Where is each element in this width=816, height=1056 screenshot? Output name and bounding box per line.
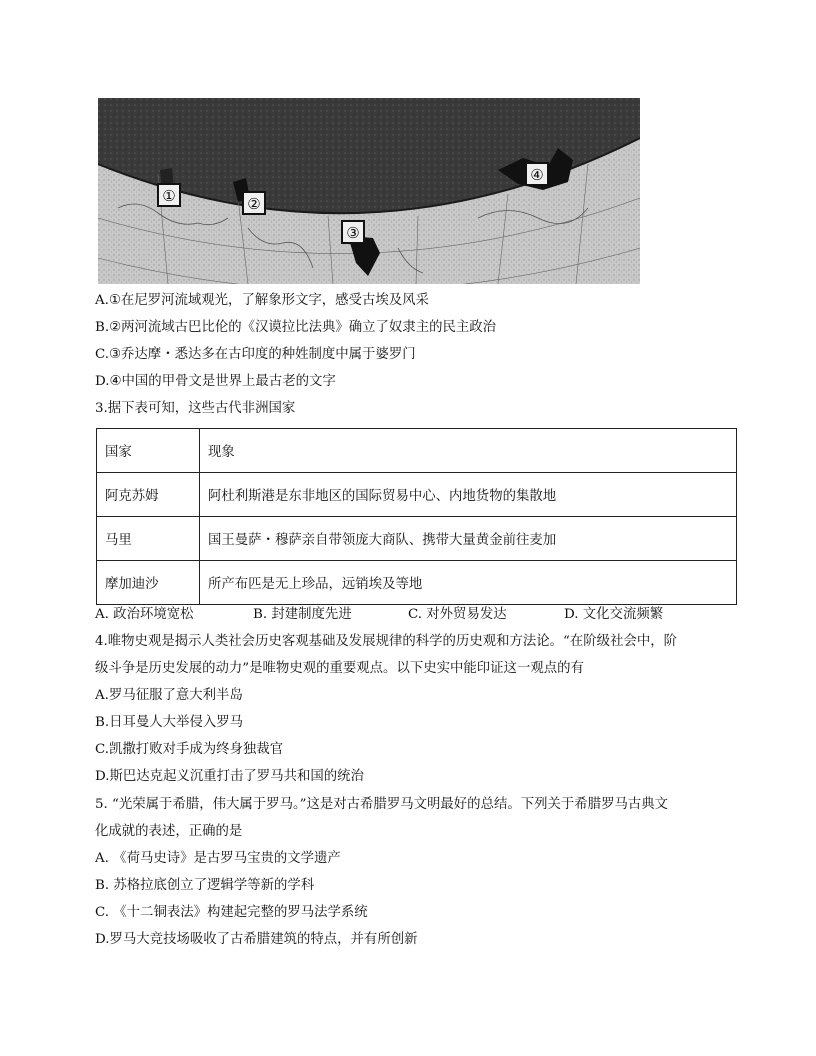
marker-3 xyxy=(342,221,364,243)
q3-option-a: A. 政治环境宽松 xyxy=(95,607,194,622)
q5-stem-line-1: 5. “光荣属于希腊，伟大属于罗马。”这是对古希腊罗马文明最好的总结。下列关于希腊罗马古典文 xyxy=(95,797,669,812)
q4-stem-line-2: 级斗争是历史发展的动力”是唯物史观的重要观点。以下史实中能印证这一观点的有 xyxy=(95,661,584,676)
q4-option-c: C.凯撒打败对手成为终身独裁官 xyxy=(95,742,284,757)
marker-4 xyxy=(526,163,548,185)
q2-option-c: C.③乔达摩・悉达多在古印度的种姓制度中属于婆罗门 xyxy=(95,347,416,362)
q5-stem-line-2: 化成就的表述，正确的是 xyxy=(95,824,243,839)
q3-table xyxy=(96,428,737,605)
q3-stem: 3.据下表可知，这些古代非洲国家 xyxy=(95,401,296,416)
q3-option-c: C. 对外贸易发达 xyxy=(408,607,507,622)
q5-option-c: C. 《十二铜表法》构建起完整的罗马法学系统 xyxy=(95,905,368,920)
table-cell-country: 阿克苏姆 xyxy=(97,473,200,517)
svg-text:①: ① xyxy=(162,187,176,205)
table-header-country: 国家 xyxy=(97,429,200,473)
q5-option-a: A. 《荷马史诗》是古罗马宝贵的文学遗产 xyxy=(95,851,341,866)
table-cell-phenomenon: 所产布匹是无上珍品，远销埃及等地 xyxy=(200,561,737,605)
map-svg xyxy=(98,98,640,284)
svg-text:③: ③ xyxy=(346,224,360,242)
q2-option-a: A.①在尼罗河流域观光，了解象形文字，感受古埃及风采 xyxy=(95,293,429,308)
table-cell-country: 摩加迪沙 xyxy=(97,561,200,605)
q5-option-b: B. 苏格拉底创立了逻辑学等新的学科 xyxy=(95,878,315,893)
q3-options xyxy=(95,606,735,624)
q3-option-d: D. 文化交流频繁 xyxy=(564,607,664,622)
table-row xyxy=(97,561,737,605)
q2-option-b: B.②两河流域古巴比伦的《汉谟拉比法典》确立了奴隶主的民主政治 xyxy=(95,320,497,335)
svg-text:②: ② xyxy=(247,195,261,213)
table-cell-phenomenon: 国王曼萨・穆萨亲自带领庞大商队、携带大量黄金前往麦加 xyxy=(200,517,737,561)
q4-option-b: B.日耳曼人大举侵入罗马 xyxy=(95,715,244,730)
marker-2 xyxy=(243,192,265,214)
table-cell-phenomenon: 阿杜利斯港是东非地区的国际贸易中心、内地货物的集散地 xyxy=(200,473,737,517)
table-cell-country: 马里 xyxy=(97,517,200,561)
svg-text:④: ④ xyxy=(530,166,544,184)
table-row xyxy=(97,517,737,561)
q5-option-d: D.罗马大竞技场吸收了古希腊建筑的特点，并有所创新 xyxy=(95,932,418,947)
q4-option-a: A.罗马征服了意大利半岛 xyxy=(95,688,243,703)
table-header-row xyxy=(97,429,737,473)
ancient-civilizations-map xyxy=(98,98,640,284)
q4-stem-line-1: 4.唯物史观是揭示人类社会历史客观基础及发展规律的科学的历史观和方法论。“在阶级社会中，阶 xyxy=(95,634,678,649)
q2-option-d: D.④中国的甲骨文是世界上最古老的文字 xyxy=(95,374,336,389)
q4-option-d: D.斯巴达克起义沉重打击了罗马共和国的统治 xyxy=(95,769,364,784)
table-row xyxy=(97,473,737,517)
q3-option-b: B. 封建制度先进 xyxy=(253,607,352,622)
marker-1 xyxy=(158,184,180,206)
table-header-phenomenon: 现象 xyxy=(200,429,737,473)
